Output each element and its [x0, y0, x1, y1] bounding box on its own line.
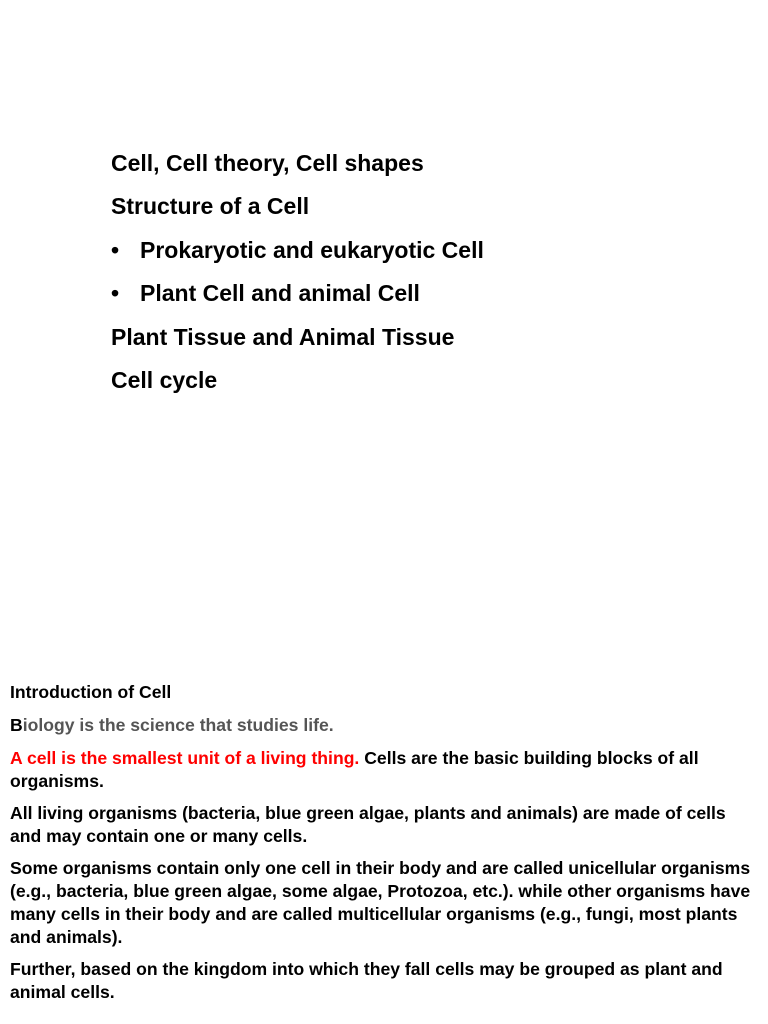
- toc-item: [111, 190, 731, 222]
- biology-definition: [10, 714, 760, 737]
- paragraph-organisms: All living organisms (bacteria, blue green algae, plants and animals) are made of cells and may contain one or many cells.: [10, 803, 726, 846]
- toc-item-text: Plant Tissue and Animal Tissue: [111, 323, 455, 350]
- cell-definition: [10, 747, 760, 793]
- cell-definition-text: Cells are the basic building blocks of all organisms.: [10, 748, 699, 791]
- toc-item-text: Structure of a Cell: [111, 193, 310, 220]
- table-of-contents: [111, 147, 731, 407]
- toc-item: [111, 321, 731, 353]
- toc-item-text: Plant Cell and animal Cell: [140, 280, 420, 307]
- biology-definition-text: iology is the science that studies life.: [22, 715, 334, 735]
- toc-item-text: Cell, Cell theory, Cell shapes: [111, 150, 424, 176]
- toc-item-text: Cell cycle: [111, 366, 218, 393]
- introduction-section: [10, 681, 760, 1004]
- toc-item: [111, 364, 731, 396]
- paragraph-kingdom: Further, based on the kingdom into which they fall cells may be grouped as plant and animal cells.: [10, 959, 723, 1002]
- bullet-icon: •: [111, 236, 120, 263]
- toc-item: [111, 277, 731, 309]
- section-heading: Introduction of Cell: [10, 682, 172, 702]
- toc-item: [111, 234, 731, 266]
- paragraph-unicellular: Some organisms contain only one cell in their body and are called unicellular organisms (e.g., bacteria, blue green algae, some algae, Protozoa, etc.). while other organisms have many cells in their body and are called multicellular organisms (e.g., fungi, most plants and animals).: [10, 858, 751, 947]
- bullet-icon: •: [111, 280, 120, 307]
- toc-item: [111, 147, 731, 179]
- biology-first-letter: B: [10, 715, 23, 735]
- cell-definition-highlight: A cell is the smallest unit of a living thing.: [10, 748, 360, 768]
- toc-item-text: Prokaryotic and eukaryotic Cell: [140, 236, 484, 263]
